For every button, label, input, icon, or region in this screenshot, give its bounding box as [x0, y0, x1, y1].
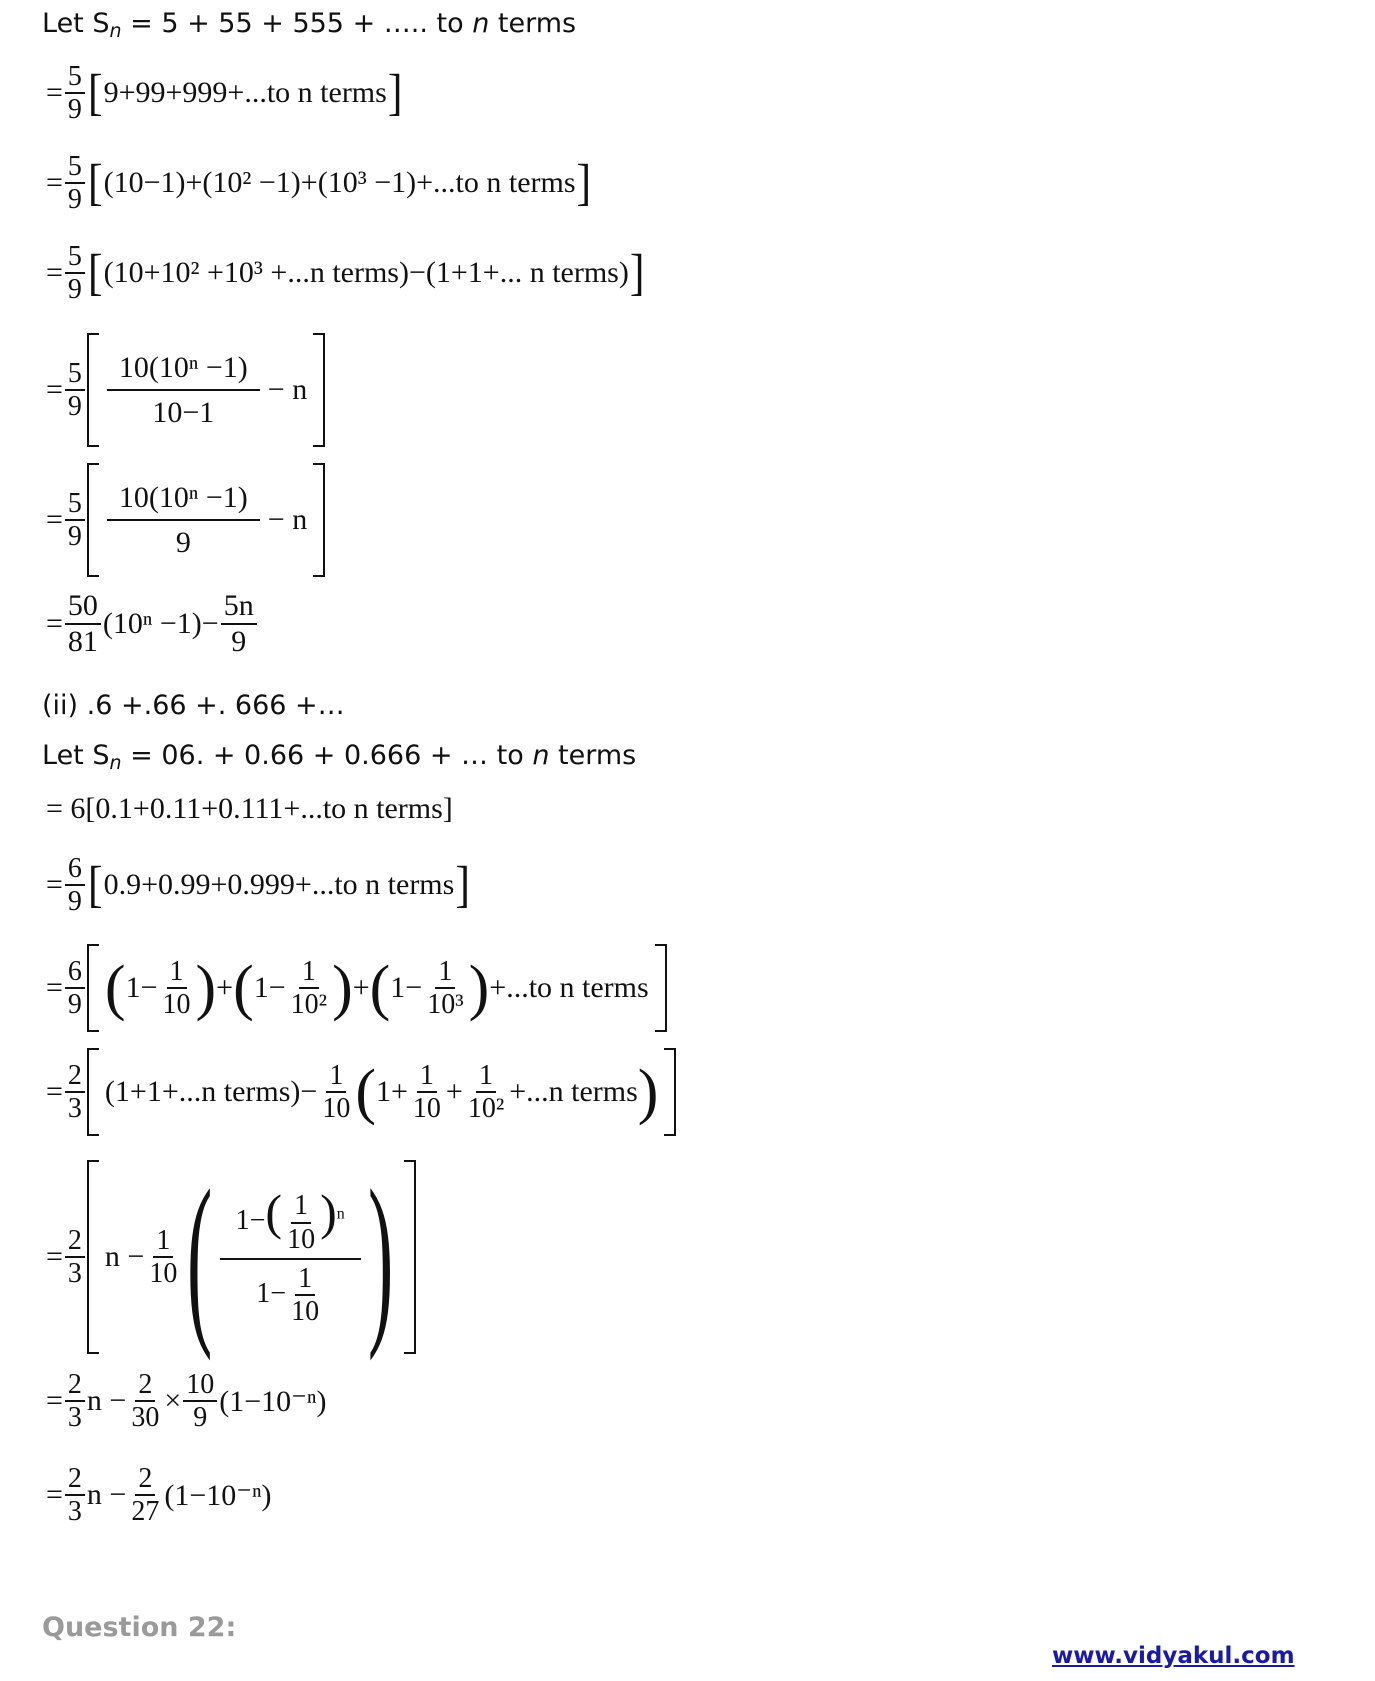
step-6: = $\frac{50}{81}$ (10ⁿ −1)− $\frac{5n}{9}$ — [46, 590, 259, 657]
step-4: = $\frac{5}{9}$ $\frac{\text{10(10ⁿ −1)}}{10-1}$ − n — [46, 333, 325, 447]
step-7: = 6[0.1+0.11+0.111+...to n terms] — [46, 792, 453, 825]
step-8: = $\frac{6}{9}$ [ 0.9+0.99+0.999+...to n terms ] — [46, 853, 470, 918]
question-heading: Question 22: — [42, 1612, 237, 1643]
website-link[interactable]: www.vidyakul.com — [1052, 1643, 1295, 1669]
step-1: = $\frac{5}{9}$ [ 9+99+999+...to n terms ] — [46, 61, 403, 126]
intro-line-part1: Let $S_n = 5 + 55 + 555$ + ….. to n terms — [42, 8, 577, 42]
step-11: = $\frac{2}{3}$ n − $\frac{1}{10}$ ( 1−( $\frac{1}{10}$ )$^n$ 1− $\frac{1}{10}$ ) — [46, 1160, 416, 1354]
step-5: = $\frac{5}{9}$ $\frac{\text{10(10ⁿ −1)}}{9}$ − n — [46, 463, 325, 577]
part2-label: (ii) .6 +.66 +. 666 +… — [42, 690, 345, 721]
intro-line-part2: Let $S_n = 06$. + 0.66 + 0.666 + … to n terms — [42, 740, 637, 774]
step-12: = $\frac{2}{3}$ n − $\frac{2}{30}$ × $\frac{10}{9}$ (1−10⁻ⁿ) — [46, 1369, 327, 1434]
step-2: = $\frac{5}{9}$ [ (10−1)+(10² −1)+(10³ −1)+...to n terms ] — [46, 151, 592, 216]
step-3: = $\frac{5}{9}$ [ (10+10² +10³ +...n terms)−(1+1+... n terms) ] — [46, 241, 645, 306]
step-9: = $\frac{6}{9}$ ( 1− $\frac{1}{10}$ ) + ( 1− $\frac{1}{\text{10²}}$ ) + ( 1− $\frac{1}{\text{10³}}$ ) +...to n terms — [46, 944, 667, 1032]
step-13: = $\frac{2}{3}$ n − $\frac{2}{27}$ (1−10⁻ⁿ) — [46, 1463, 272, 1528]
step-10: = $\frac{2}{3}$ (1+1+...n terms)− $\frac{1}{10}$ ( 1+ $\frac{1}{10}$ + $\frac{1}{\text{10²}}$ +...n terms ) — [46, 1048, 676, 1136]
